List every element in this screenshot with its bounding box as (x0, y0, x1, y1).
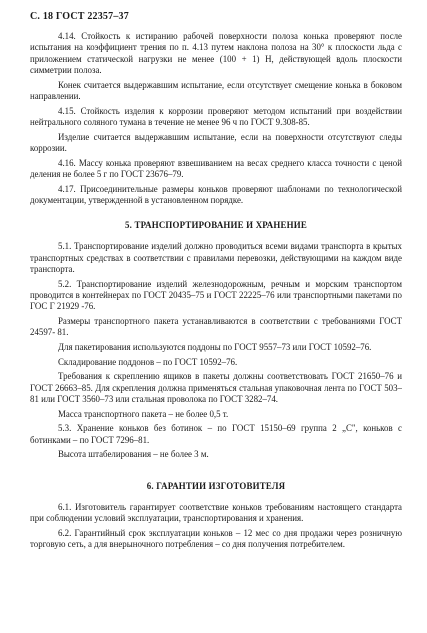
paragraph-stack-height: Высота штабелирования – не более 3 м. (58, 449, 209, 460)
paragraph-5-1: 5.1. Транспортирование изделий должно проводиться всеми видами транспорта в крытых транспортных средствах в соответствии с правилами перевозки, действующими на каждом виде транспорта. (30, 241, 402, 274)
paragraph-pallets: Для пакетирования используются поддоны по ГОСТ 9557–73 или ГОСТ 10592–76. (58, 341, 372, 352)
paragraph-6-2: 6.2. Гарантийный срок эксплуатации коньков – 12 мес со дня продажи через розничную торговую сеть, а для внерыночного потребления – со дня получения потребителем. (30, 527, 402, 550)
paragraph-4-16: 4.16. Массу конька проверяют взвешиванием на весах среднего класса точности с ценой деления не более 5 г по ГОСТ 23676–79. (30, 157, 402, 179)
paragraph-4-15-result: Изделие считается выдержавшим испытание, если на поверхности отсутствуют следы коррозии. (30, 131, 402, 153)
paragraph-fastening: Требования к скреплению ящиков в пакеты должны соответствовать ГОСТ 21650–76 и ГОСТ 26663–85. Для скрепления должна применяться стальная упаковочная лента по ГОСТ 503–81 или ГОСТ 3560–73 или стальная проволока по ГОСТ 3282–74. (30, 371, 402, 404)
page-header: С. 18 ГОСТ 22357–37 (30, 11, 129, 22)
paragraph-4-15: 4.15. Стойкость изделия к коррозии проверяют методом испытаний при воздействии нейтрального соляного тумана в течение не менее 96 ч по ГОСТ 9.308-85. (30, 105, 402, 127)
paragraph-6-1: 6.1. Изготовитель гарантирует соответствие коньков требованиям настоящего стандарта при соблюдении условий эксплуатации, транспортирования и хранения. (30, 501, 402, 524)
paragraph-4-14-result: Конек считается выдержавшим испытание, если отсутствует смещение конька в боковом направлении. (30, 79, 402, 101)
section-6-heading: 6. ГАРАНТИИ ИЗГОТОВИТЕЛЯ (146, 480, 286, 491)
paragraph-4-17: 4.17. Присоединительные размеры коньков проверяют шаблонами по технологической документации, утвержденной в установленном порядке. (30, 183, 402, 205)
paragraph-5-3: 5.3. Хранение коньков без ботинок – по ГОСТ 15150–69 группа 2 „С", коньков с ботинками – по ГОСТ 7296–81. (30, 423, 402, 445)
section-5-heading: 5. ТРАНСПОРТИРОВАНИЕ И ХРАНЕНИЕ (125, 220, 307, 231)
page-content (30, 31, 402, 554)
paragraph-pallet-storage: Складирование поддонов – по ГОСТ 10592–76. (58, 356, 238, 367)
paragraph-5-2: 5.2. Транспортирование изделий железнодорожным, речным и морским транспортом проводится в контейнерах по ГОСТ 20435–75 и ГОСТ 22225–76 или транспортными пакетами по ГОС Г 21929 -76. (30, 278, 402, 312)
paragraph-package-size: Размеры транспортного пакета устанавливаются в соответствии с требованиями ГОСТ 24597- 81. (30, 315, 402, 338)
paragraph-4-14: 4.14. Стойкость к истиранию рабочей поверхности полоза конька проверяют после испытания на коэффициент трения по п. 4.13 путем наклона полоза на 30° к плоскости льда с приложением статической нагрузки не менее (100 + 1) Н, действующей вдоль плоскости симметрии полоза. (30, 31, 402, 75)
paragraph-package-mass: Масса транспортного пакета – не более 0,5 т. (58, 408, 229, 419)
